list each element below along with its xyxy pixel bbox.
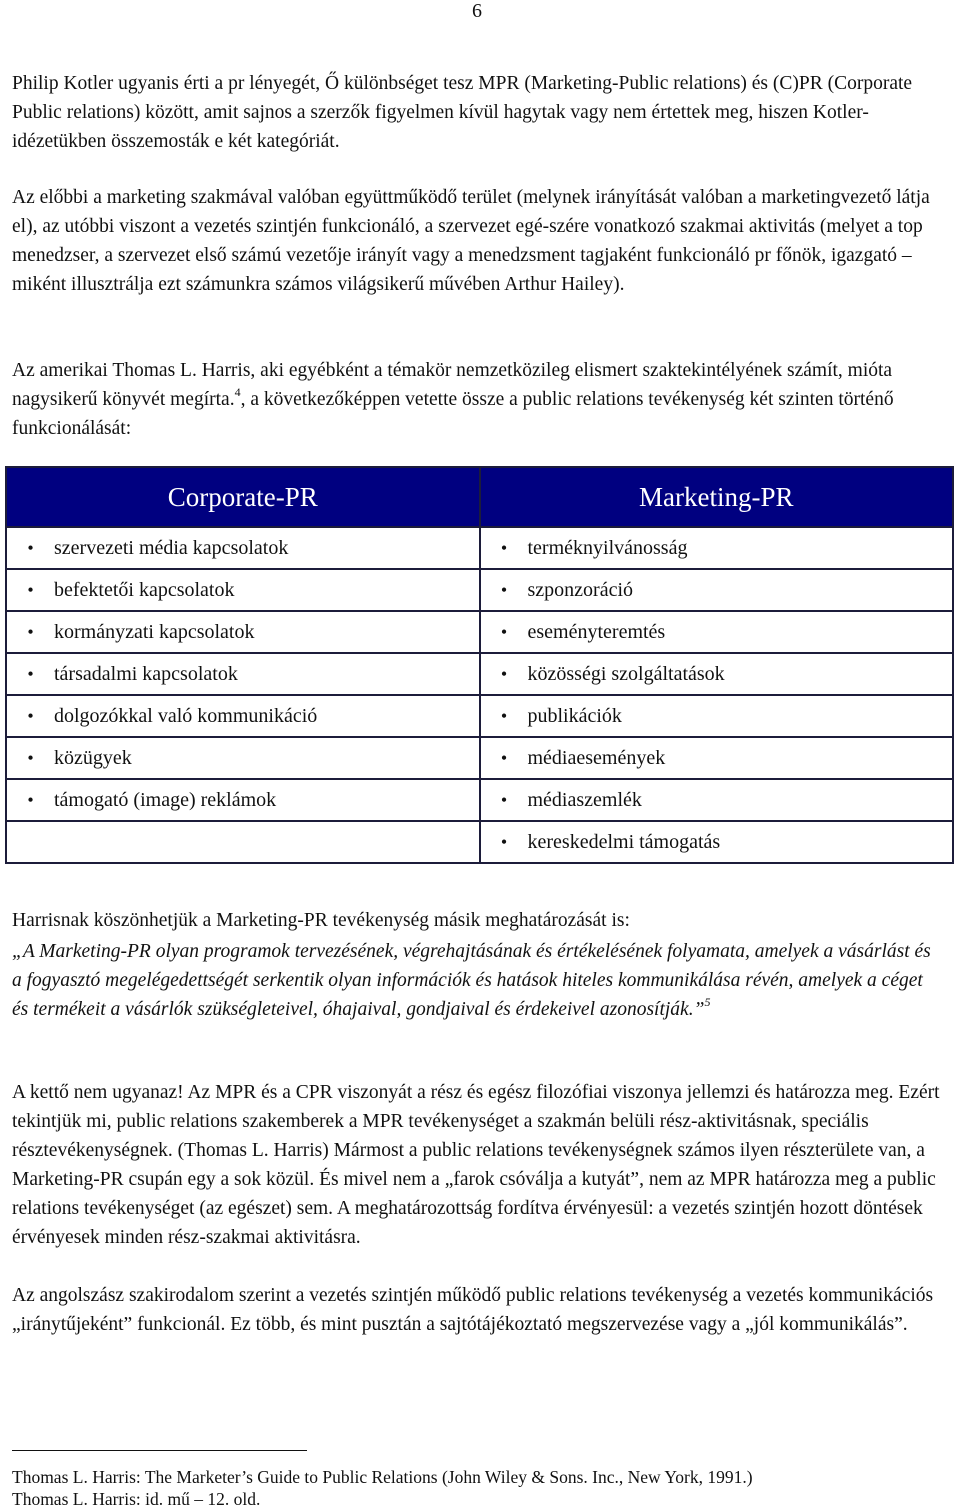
quote-marketing-pr-definition bbox=[12, 937, 942, 1024]
header-marketing-pr: Marketing-PR bbox=[480, 467, 954, 527]
table-row bbox=[6, 779, 953, 821]
table-row bbox=[6, 527, 953, 569]
marketing-pr-cell bbox=[480, 653, 954, 695]
marketing-pr-cell bbox=[480, 737, 954, 779]
paragraph-kotler: Philip Kotler ugyanis érti a pr lényegét, Ő különbséget tesz MPR (Marketing-Public relations) és (C)PR (Corporate Public relations) között, amit sajnos a szerzők figyelmen kívül hagytak vagy nem értettek meg, hiszen Kotler-idézetükben összemosták e két kategóriát. bbox=[12, 73, 913, 152]
bullet-icon: • bbox=[500, 705, 508, 726]
table-body bbox=[6, 527, 953, 863]
table-row bbox=[6, 653, 953, 695]
table-row bbox=[6, 611, 953, 653]
table-row bbox=[6, 695, 953, 737]
corporate-pr-cell bbox=[6, 821, 480, 863]
quote-text: „A Marketing-PR olyan programok tervezésének, végrehajtásának és értékelésének folyamata, amelyek a vásárlást és a fogyasztó megelégedettségét serkentik olyan információk és hatások hiteles kommunikálása révén, amelyek a céget és termékeit a vásárlók szükségleteivel, óhajaival, gondjaival és érdekeivel azonosítják.” bbox=[12, 941, 931, 1020]
table-cell-text: közösségi szolgáltatások bbox=[527, 662, 725, 685]
bullet-icon: • bbox=[500, 663, 508, 684]
table-row bbox=[6, 821, 953, 863]
table-cell-text: publikációk bbox=[527, 704, 622, 727]
paragraph-mpr-cpr-relation: A kettő nem ugyanaz! Az MPR és a CPR viszonyát a rész és egész filozófiai viszonya jellemzi és határozza meg. Ezért tekintjük mi, public relations szakemberek a MPR tevékenységet a szakmán belüli rész-aktivitásnak, speciális résztevékenységnek. (Thomas L. Harris) Mármost a public relations tevékenységnek számos ilyen részterülete van, a Marketing-PR csupán egy a sok közül. És mivel nem a „farok csóválja a kutyát”, nem az MPR határozza meg a public relations tevékenységet (az egészet) sem. A meghatározottság fordítva érvényesül: a vezetés szintjén hozott döntések érvényesek minden rész-szakmai aktivitásra. bbox=[12, 1082, 940, 1248]
bullet-icon: • bbox=[500, 621, 508, 642]
harris-intro-text: Az amerikai Thomas L. Harris, aki egyébként a témakör nemzetközileg elismert szaktekintélyének számít, mióta nagysikerű könyvét megírta. bbox=[12, 360, 893, 410]
corporate-pr-cell bbox=[6, 737, 480, 779]
footnote-divider bbox=[12, 1450, 307, 1451]
bullet-icon: • bbox=[500, 831, 508, 852]
table-cell-text: médiaszemlék bbox=[527, 788, 642, 811]
table-row bbox=[6, 569, 953, 611]
bullet-icon: • bbox=[27, 621, 34, 642]
bullet-icon: • bbox=[500, 579, 508, 600]
table-cell-text: kormányzati kapcsolatok bbox=[54, 620, 255, 643]
bullet-icon: • bbox=[27, 705, 34, 726]
table-cell-text: közügyek bbox=[54, 746, 132, 769]
table-cell-text: kereskedelmi támogatás bbox=[527, 830, 721, 853]
paragraph-anglo-saxon: Az angolszász szakirodalom szerint a vezetés szintjén működő public relations tevékenység a vezetés kommunikációs „iránytűjeként” funkcionál. Ez több, és mint pusztán a sajtótájékoztató megszervezése vagy a „jól kommunikálás”. bbox=[12, 1285, 934, 1335]
bullet-icon: • bbox=[500, 747, 508, 768]
table-cell-text: terméknyilvánosság bbox=[527, 536, 688, 559]
corporate-pr-cell bbox=[6, 695, 480, 737]
footnote-5: Thomas L. Harris: id. mű – 12. old. bbox=[12, 1489, 261, 1509]
paragraph-harris-intro bbox=[12, 356, 942, 443]
footnote-ref-5: 5 bbox=[704, 995, 711, 1009]
table-cell-text: befektetői kapcsolatok bbox=[54, 578, 235, 601]
paragraph-harris-definition-intro: Harrisnak köszönhetjük a Marketing-PR tevékenység másik meghatározását is: bbox=[12, 910, 630, 931]
table-cell-text: médiaesemények bbox=[527, 746, 666, 769]
table-cell-text: szponzoráció bbox=[527, 578, 634, 601]
table-cell-text: szervezeti média kapcsolatok bbox=[54, 536, 289, 559]
corporate-pr-cell bbox=[6, 527, 480, 569]
harris-intro-text-cont: , a következőképpen vetette össze a public relations tevékenység két szinten történő funkcionálását: bbox=[12, 389, 894, 439]
paragraph-marketing-vs-corporate: Az előbbi a marketing szakmával valóban együttműködő terület (melynek irányítását valóban a marketingvezető látja el), az utóbbi viszont a vezetés szintjén funkcionáló, a szervezet egé-szére vonatkozó szakmai aktivitás (melyet a top menedzser, a szervezet első számú vezetője irányít vagy a menedzsment tagjaként funkcionáló pr főnök, igazgató – miként illusztrálja ezt számunkra számos világsikerű művében Arthur Hailey). bbox=[12, 187, 930, 295]
corporate-pr-cell bbox=[6, 569, 480, 611]
bullet-icon: • bbox=[27, 579, 34, 600]
corporate-pr-cell bbox=[6, 653, 480, 695]
corporate-pr-cell bbox=[6, 779, 480, 821]
bullet-icon: • bbox=[27, 537, 34, 558]
marketing-pr-cell bbox=[480, 695, 954, 737]
pr-comparison-table bbox=[5, 466, 954, 864]
table-row bbox=[6, 737, 953, 779]
bullet-icon: • bbox=[500, 537, 508, 558]
marketing-pr-cell bbox=[480, 527, 954, 569]
bullet-icon: • bbox=[27, 789, 34, 810]
bullet-icon: • bbox=[27, 747, 34, 768]
bullet-icon: • bbox=[500, 789, 508, 810]
marketing-pr-cell bbox=[480, 611, 954, 653]
table-cell-text: dolgozókkal való kommunikáció bbox=[54, 704, 318, 727]
footnote-ref-4: 4 bbox=[234, 385, 241, 399]
marketing-pr-cell bbox=[480, 821, 954, 863]
table-cell-text: eseményteremtés bbox=[527, 620, 666, 643]
table-header-row bbox=[6, 467, 953, 527]
page-number: 6 bbox=[472, 0, 482, 22]
header-corporate-pr: Corporate-PR bbox=[6, 467, 480, 527]
footnote-4: Thomas L. Harris: The Marketer’s Guide to Public Relations (John Wiley & Sons. Inc., New York, 1991.) bbox=[12, 1467, 753, 1487]
table-cell-text: társadalmi kapcsolatok bbox=[54, 662, 238, 685]
bullet-icon: • bbox=[27, 663, 34, 684]
marketing-pr-cell bbox=[480, 569, 954, 611]
corporate-pr-cell bbox=[6, 611, 480, 653]
table-cell-text: támogató (image) reklámok bbox=[54, 788, 277, 811]
marketing-pr-cell bbox=[480, 779, 954, 821]
